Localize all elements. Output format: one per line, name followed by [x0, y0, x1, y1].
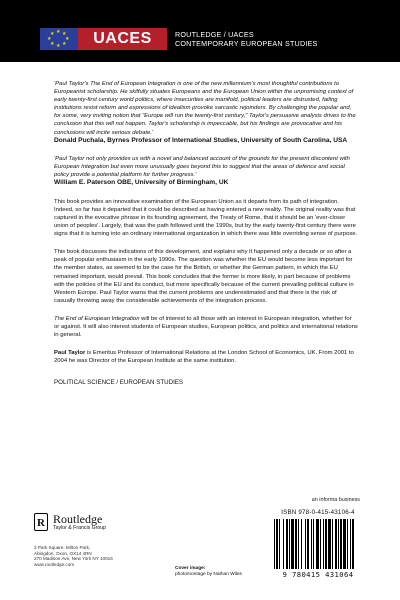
review-quote-1: 'Paul Taylor's The End of European Integration is one of the new millennium's most thoughtful contributions to Europeanist scholarship. He skilfully situates Europeans and the European Union within the unpromising context of early twenty-first century world politics, where insecurities are manifold, political leaders are distrusted, failing institutions resist reform and expressions of idealism provoke sarcastic rejoinders. By challenging the popular and, for some, very inviting notion that "Europe will run the twenty-first century," Taylor's persuasive analysis drives to the conclusion that this will not happen. Taylor's scholarship is impeccable, but his findings are provocative and his conclusions will incite serious debate.': [54, 81, 356, 136]
barcode-digits: 9 780415 431064: [282, 570, 354, 579]
series-title: [175, 30, 318, 48]
address-line: www.routledge.com: [34, 561, 75, 567]
eu-flag-icon: ★ ★ ★ ★ ★ ★ ★ ★: [40, 28, 78, 50]
blurb-paragraph-2: This book discusses the indications of this development, and explains why it happened only a decade or so after a peak of popular enthusiasm in the early 1990s. The question was whether the EU would become less important for the member states, as seemed to be the case for the British, or whether the German pattern, in which the EU remained important, would prevail. This book concludes that the former is more likely, in part because of problems with the policies of the EU and its conduct, but more specifically because of the current prevailing political culture in Western Europe. Paul Taylor warns that the current problems are underestimated and that there is the risk of casually throwing away the considerable achievements of the integration process.: [54, 249, 354, 304]
cover-credit: [175, 566, 242, 578]
publisher-name: Routledge: [53, 512, 103, 526]
back-cover-text: [54, 80, 358, 387]
address-line: 2 Park Square, Milton Park,: [34, 545, 91, 550]
isbn: ISBN 978-0-415-43106-4: [281, 509, 355, 516]
publisher-logo: [34, 513, 106, 532]
uaces-logo: [40, 28, 167, 50]
series-line-1: ROUTLEDGE / UACES: [175, 30, 254, 39]
address-line: Abingdon, Oxon, OX14 4RN: [34, 550, 92, 556]
author-bio-text: is Emeritus Professor of International Relations at the London School of Economics, UK. From 2001 to 2004 he was Director of the European Institute at the same institution.: [54, 350, 354, 365]
blurb-paragraph-3-text: will be of interest to all those with an interest in European integration, whether for or against. It will also interest students of European studies, European politics, and politics and international relations in general.: [54, 315, 358, 339]
logo-text: UACES: [78, 28, 167, 50]
subject-category: POLITICAL SCIENCE / EUROPEAN STUDIES: [54, 379, 184, 387]
cover-credit-text: photomontage by Nathan Wiles: [175, 571, 242, 577]
cover-label: Cover image:: [175, 566, 206, 571]
barcode-box: [268, 507, 368, 583]
author-bio: [54, 349, 358, 365]
series-line-2: CONTEMPORARY EUROPEAN STUDIES: [175, 39, 318, 48]
review-attribution-1: Donald Puchala, Byrnes Professor of International Studies, University of South Carolina, USA: [54, 136, 348, 144]
author-name: Paul Taylor: [54, 350, 86, 357]
publisher-group: Taylor & Francis Group: [53, 525, 107, 531]
review-attribution-2: William E. Paterson OBE, University of Birmingham, UK: [54, 179, 229, 187]
routledge-mark-icon: R: [34, 513, 48, 531]
address-line: 270 Madison Ave, New York NY 10016: [34, 556, 113, 562]
blurb-paragraph-3: [54, 315, 358, 339]
barcode-icon: [272, 519, 364, 569]
blurb-paragraph-1: This book provides an innovative examination of the European Union as it departs from its path of integration. Indeed, so far has it departed that it could be described as having entered a new reality. The original reality was that captured in the evocative phrase in its founding agreement, the Treaty of Rome, that it should be an 'ever-closer union of peoples'. Largely, that was the path followed until the 1990s, but by the early twenty-first century there were signs that it is turning into an ordinary international organization in which there was little overriding sense of purpose.: [54, 198, 358, 238]
series-banner: [0, 0, 400, 62]
informa-tagline: an informa business: [311, 497, 360, 503]
publisher-address: [34, 545, 113, 567]
book-title: The End of European Integration: [54, 315, 140, 322]
review-quote-2: 'Paul Taylor not only provides us with a novel and balanced account of the grounds for the present discontent with European Integration but even more unusually goes beyond this to suggest that the areas of defence and social policy provide a potential platform for further progress.': [54, 156, 350, 179]
